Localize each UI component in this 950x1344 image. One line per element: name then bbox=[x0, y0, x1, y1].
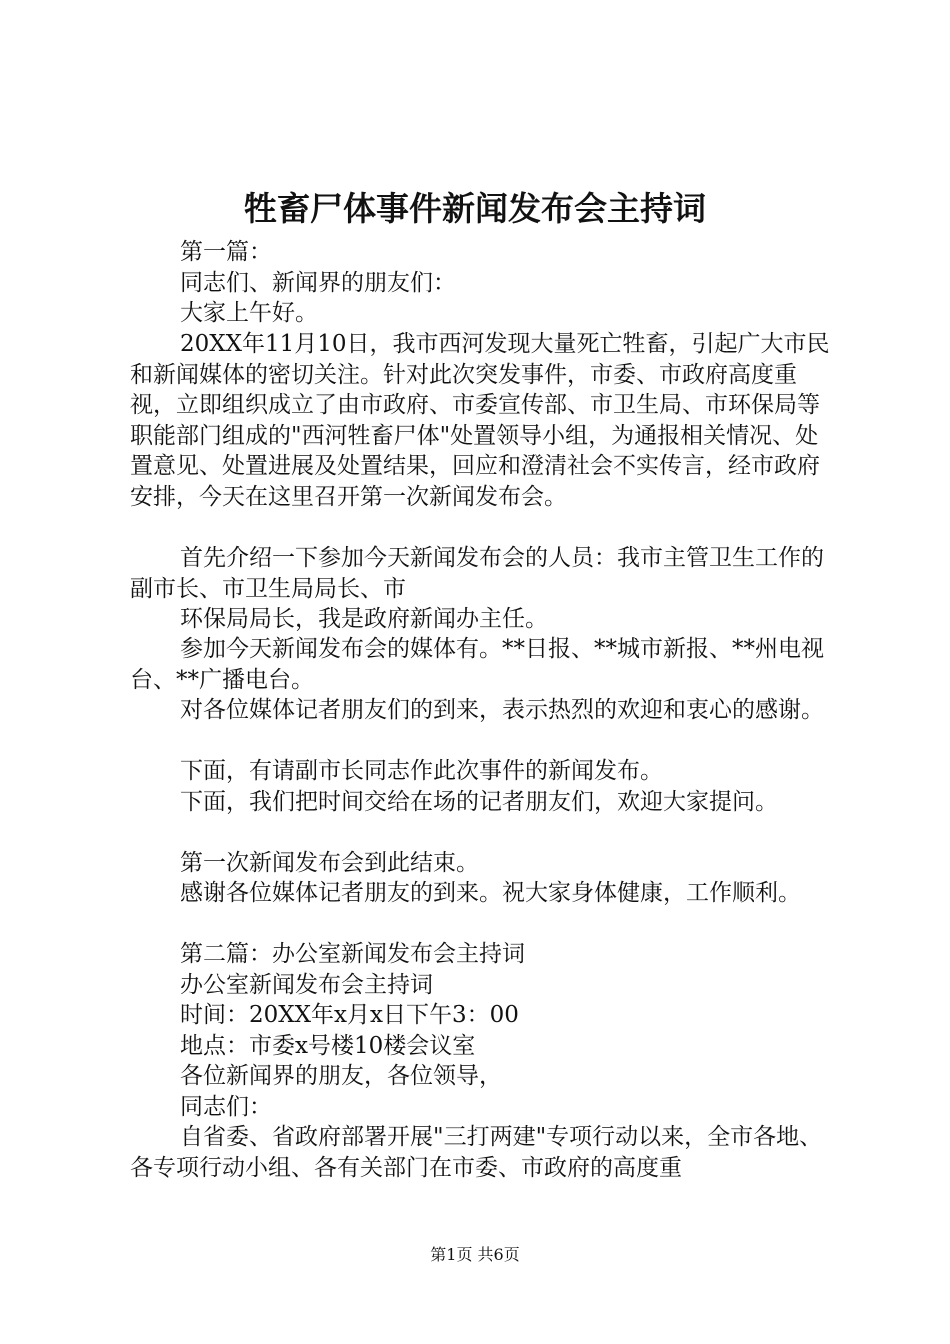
paragraph: 首先介绍一下参加今天新闻发布会的人员：我市主管卫生工作的副市长、市卫生局局长、市 bbox=[130, 545, 824, 602]
paragraph: 办公室新闻发布会主持词 bbox=[180, 972, 433, 998]
document-title: 牲畜尸体事件新闻发布会主持词 bbox=[244, 189, 706, 228]
paragraph: 感谢各位媒体记者朋友的到来。祝大家身体健康，工作顺利。 bbox=[180, 880, 801, 906]
paragraph: 第一次新闻发布会到此结束。 bbox=[180, 850, 479, 876]
paragraph: 20XX年11月10日，我市西河发现大量死亡牲畜，引起广大市民和新闻媒体的密切关注。针对此次突发事件，市委、市政府高度重视，立即组织成立了由市政府、市委宣传部、市卫生局、市环保局等职能部门组成的"西河牲畜尸体"处置领导小组，为通报相关情况、处置意见、处置进展及处置结果，回应和澄清社会不实传言，经市政府安排，今天在这里召开第一次新闻发布会。 bbox=[130, 331, 830, 510]
paragraph: 环保局局长，我是政府新闻办主任。 bbox=[180, 606, 548, 632]
paragraph: 对各位媒体记者朋友们的到来，表示热烈的欢迎和衷心的感谢。 bbox=[180, 697, 824, 723]
page-footer: 第1页 共6页 bbox=[430, 1245, 520, 1264]
paragraph: 同志们： bbox=[180, 1094, 272, 1120]
paragraph: 地点：市委x号楼10楼会议室 bbox=[180, 1033, 476, 1059]
paragraph: 第二篇：办公室新闻发布会主持词 bbox=[180, 941, 525, 967]
paragraph: 下面，有请副市长同志作此次事件的新闻发布。 bbox=[180, 758, 663, 784]
paragraph: 参加今天新闻发布会的媒体有。**日报、**城市新报、**州电视台、**广播电台。 bbox=[130, 636, 824, 693]
paragraph: 同志们、新闻界的朋友们： bbox=[180, 270, 456, 296]
paragraph: 下面，我们把时间交给在场的记者朋友们，欢迎大家提问。 bbox=[180, 789, 778, 815]
paragraph: 大家上午好。 bbox=[180, 300, 318, 326]
paragraph: 各位新闻界的朋友，各位领导， bbox=[180, 1063, 502, 1089]
paragraph: 第一篇： bbox=[180, 239, 272, 265]
paragraph: 自省委、省政府部署开展"三打两建"专项行动以来，全市各地、各专项行动小组、各有关部门在市委、市政府的高度重 bbox=[130, 1124, 823, 1181]
paragraph: 时间：20XX年x月x日下午3：00 bbox=[180, 1002, 519, 1028]
